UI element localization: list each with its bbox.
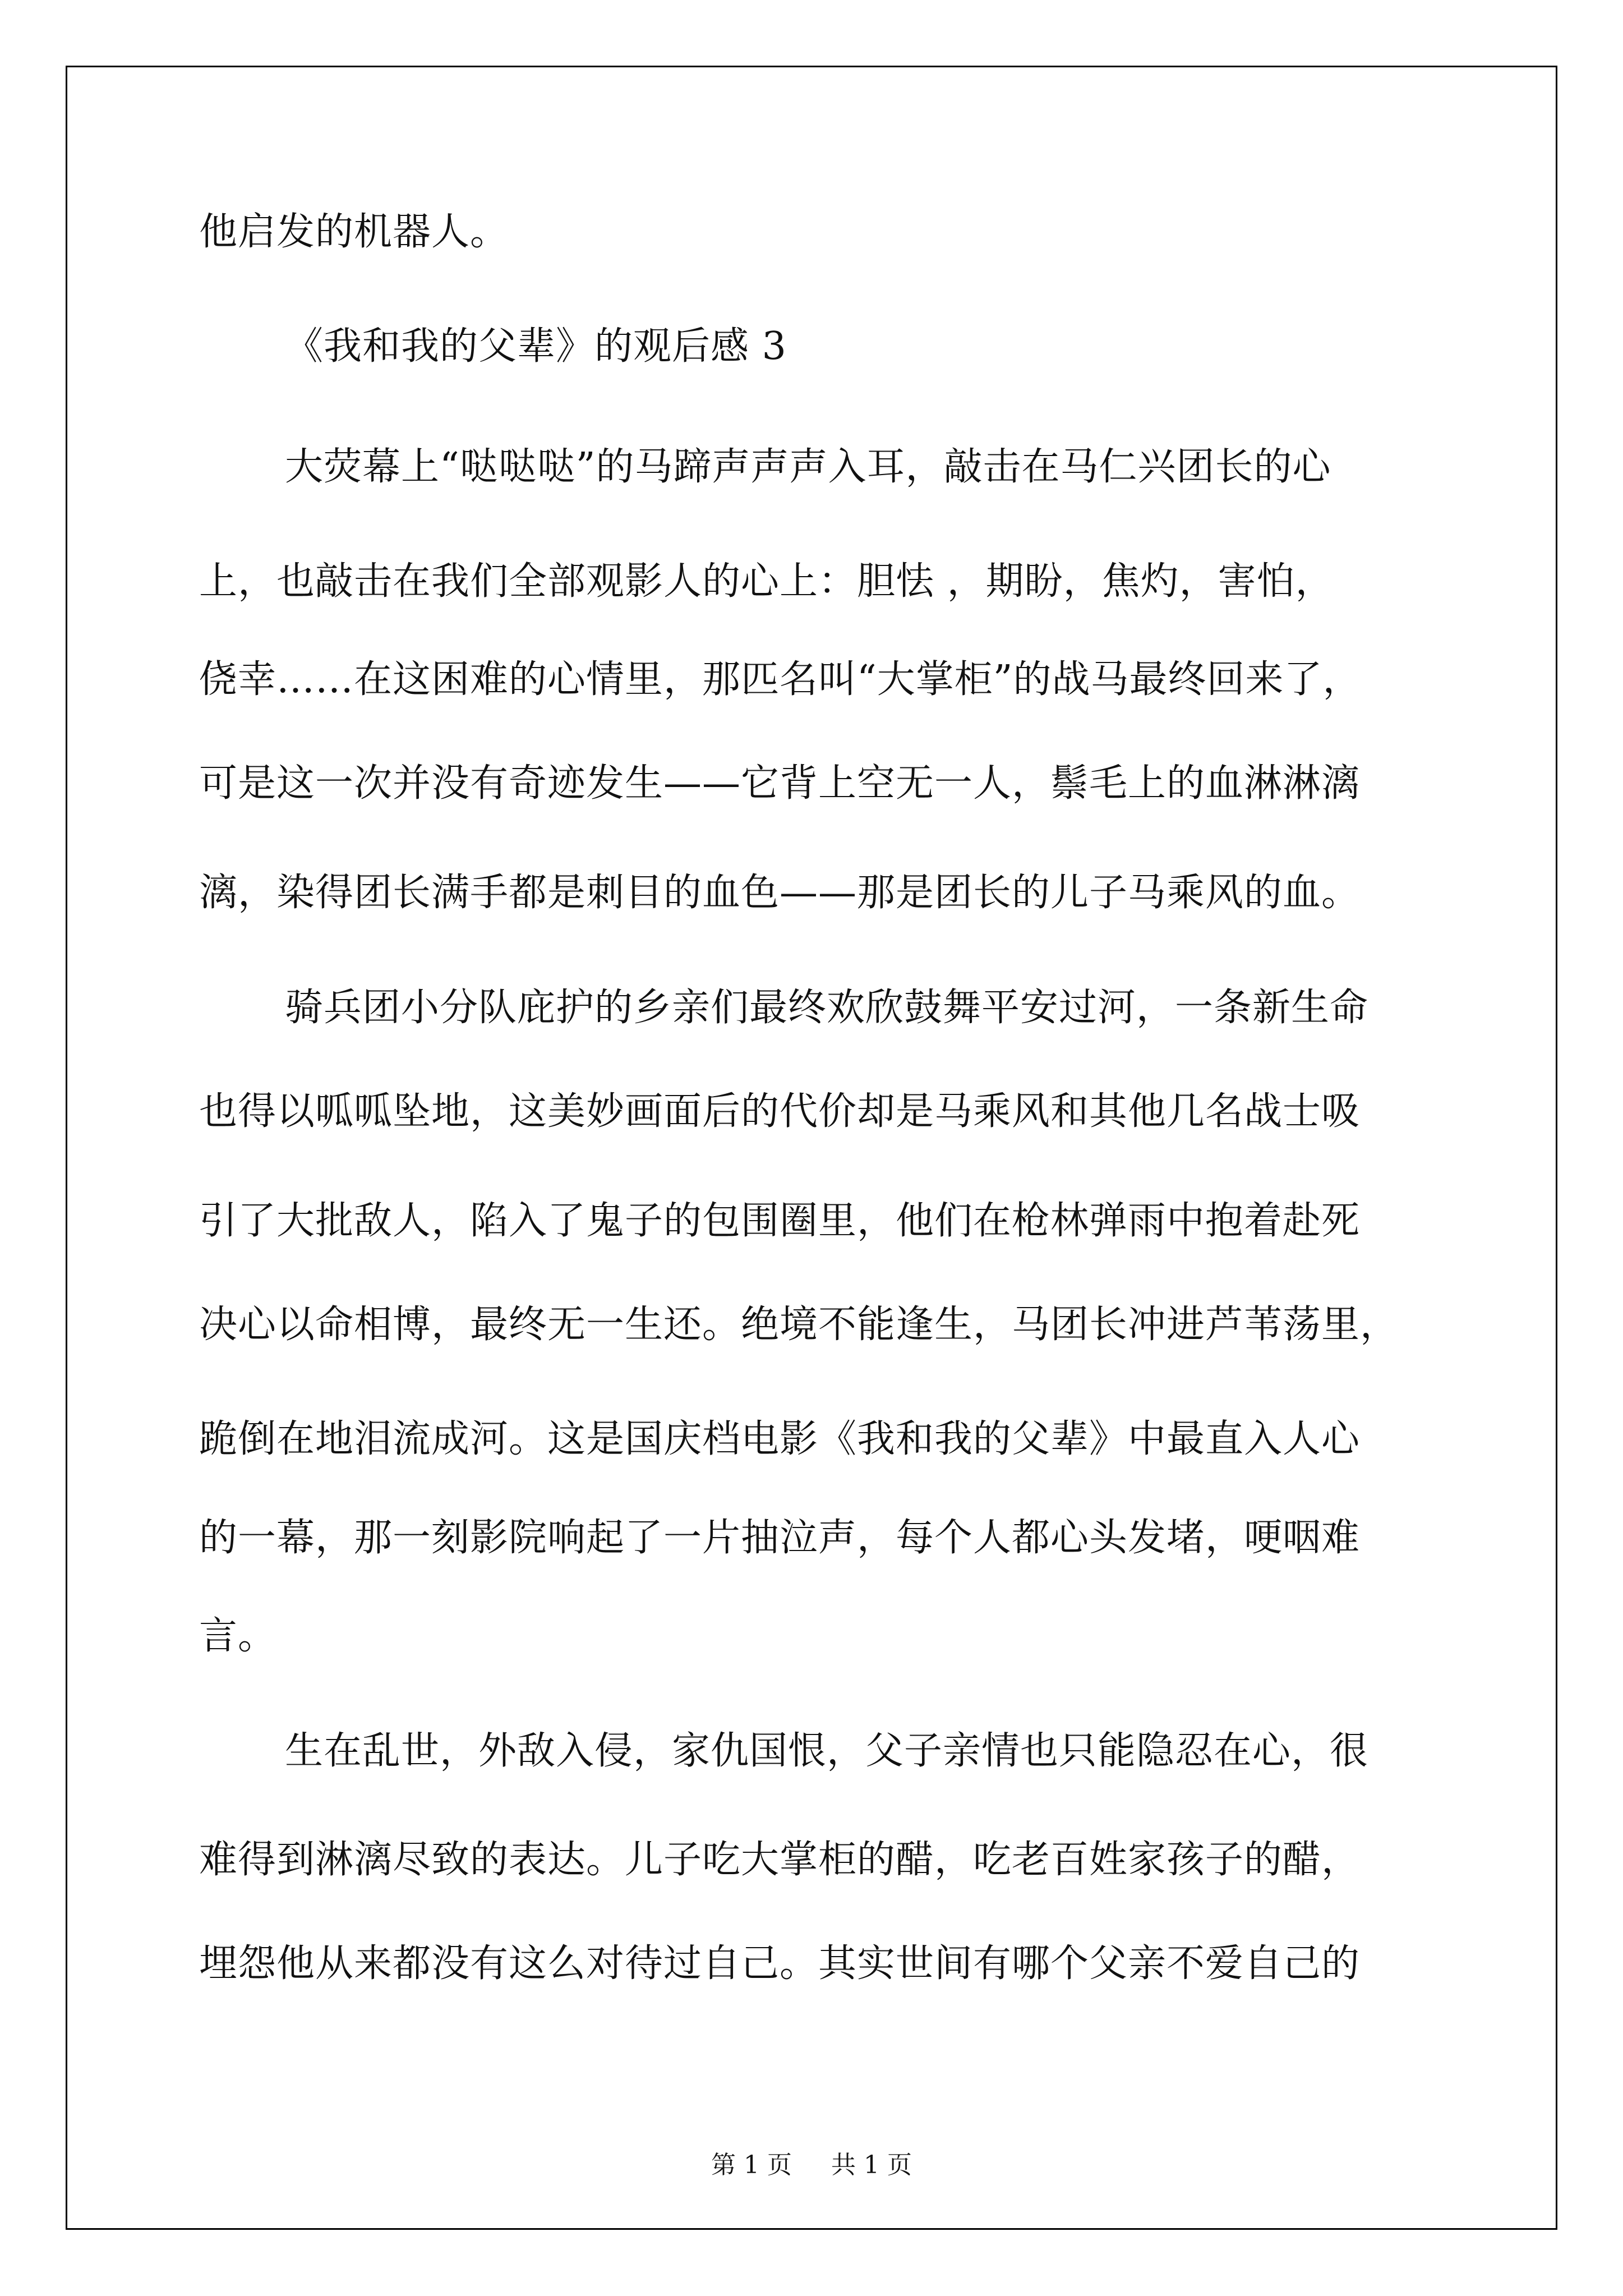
text-line-6: 可是这一次并没有奇迹发生——它背上空无一人，鬃毛上的血淋淋漓: [199, 761, 1361, 806]
text-line-12: 跪倒在地泪流成河。这是国庆档电影《我和我的父辈》中最直入人心: [199, 1417, 1361, 1461]
section-heading: 《我和我的父辈》的观后感 3: [285, 324, 787, 369]
text-line-1: 他启发的机器人。: [199, 210, 509, 254]
text-line-5: 侥幸……在这困难的心情里，那匹名叫“大掌柜”的战马最终回来了，: [199, 657, 1362, 702]
text-line-7: 漓，染得团长满手都是刺目的血色——那是团长的儿子马乘风的血。: [199, 871, 1361, 915]
text-line-13: 的一幕，那一刻影院响起了一片抽泣声，每个人都心头发堵，哽咽难: [199, 1516, 1361, 1560]
text-line-11: 决心以命相博，最终无一生还。绝境不能逢生，马团长冲进芦苇荡里，: [199, 1303, 1399, 1347]
text-line-15: 生在乱世，外敌入侵，家仇国恨，父子亲情也只能隐忍在心，很: [285, 1729, 1369, 1773]
footer-spacer: [800, 2151, 823, 2179]
text-line-4: 上，也敲击在我们全部观影人的心上：胆怯 ，期盼，焦灼，害怕，: [199, 559, 1334, 604]
page-border: [66, 66, 1557, 2230]
text-line-17: 埋怨他从来都没有这么对待过自己。其实世间有哪个父亲不爱自己的: [199, 1941, 1361, 1986]
text-line-10: 引了大批敌人，陷入了鬼子的包围圈里，他们在枪林弹雨中抱着赴死: [199, 1199, 1361, 1243]
total-pages: 共 1 页: [831, 2151, 912, 2179]
text-line-14: 言。: [199, 1614, 277, 1658]
page-number: 第 1 页: [711, 2151, 792, 2179]
page-footer: [0, 2151, 1623, 2179]
text-line-8: 骑兵团小分队庇护的乡亲们最终欢欣鼓舞平安过河，一条新生命: [285, 986, 1369, 1030]
text-line-9: 也得以呱呱坠地，这美妙画面后的代价却是马乘风和其他几名战士吸: [199, 1089, 1361, 1134]
text-line-3: 大荧幕上“哒哒哒”的马蹄声声声入耳，敲击在马仁兴团长的心: [285, 445, 1331, 489]
text-line-16: 难得到淋漓尽致的表达。儿子吃大掌柜的醋，吃老百姓家孩子的醋，: [199, 1838, 1361, 1882]
